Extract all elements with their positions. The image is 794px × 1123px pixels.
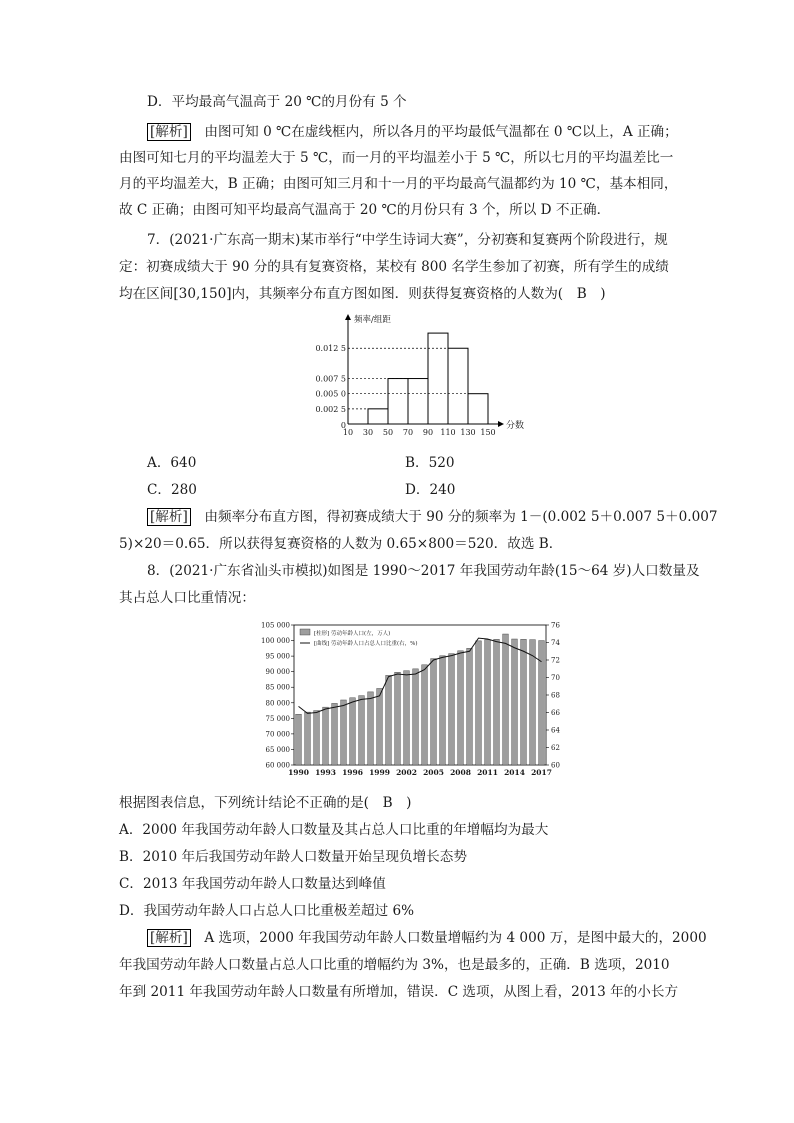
right-tick-label: 64 <box>551 726 560 735</box>
population-bar <box>512 639 518 765</box>
q7-analysis-line-1: [解析] 由频率分布直方图，得初赛成绩大于 90 分的频率为 1－(0.002 5＋0.007 5＋0.007 <box>147 507 718 527</box>
population-bar <box>305 712 311 765</box>
population-bar <box>449 654 455 765</box>
x-tick-label: 1996 <box>342 768 363 777</box>
y-tick-label: 0.012 5 <box>315 344 346 354</box>
q8-stem-line-1: 8．(2021·广东省汕头市模拟)如图是 1990～2017 年我国劳动年龄(15～64 岁)人口数量及 <box>147 563 700 579</box>
q7-option-a: A．640 <box>147 455 197 471</box>
left-tick-label: 100 000 <box>261 637 290 646</box>
population-bar <box>458 651 464 765</box>
x-tick-label: 70 <box>402 428 414 437</box>
x-tick-label: 2008 <box>450 768 471 777</box>
histogram-bar <box>368 409 388 424</box>
left-tick-label: 65 000 <box>265 745 290 754</box>
population-bar <box>422 665 428 765</box>
histogram-bar <box>428 333 448 424</box>
population-bar <box>503 634 509 765</box>
q6-analysis-line-1: [解析] 由图可知 0 ℃在虚线框内，所以各月的平均最低气温都在 0 ℃以上，A 正确； <box>147 122 678 142</box>
left-tick-label: 85 000 <box>265 683 290 692</box>
population-bar <box>386 675 392 765</box>
q7-stem-line-3: 均在区间[30,150]内，其频率分布直方图如图．则获得复赛资格的人数为( B ) <box>119 286 606 302</box>
y-tick-label: 0.005 0 <box>315 389 346 399</box>
right-tick-label: 66 <box>551 709 560 717</box>
x-tick-label: 90 <box>422 428 434 437</box>
q7-stem-line-1: 7．(2021·广东高一期末)某市举行“中学生诗词大赛”，分初赛和复赛两个阶段进行，规 <box>147 232 668 248</box>
right-tick-label: 62 <box>551 744 560 752</box>
right-tick-label: 60 <box>551 761 560 770</box>
y-axis-arrow <box>345 314 351 320</box>
x-tick-label: 2014 <box>504 768 525 777</box>
x-tick-label: 1999 <box>369 768 390 777</box>
analysis-tag: [解析] <box>147 929 191 947</box>
x-tick-label: 30 <box>362 428 374 437</box>
right-tick-label: 68 <box>551 691 560 700</box>
population-bar <box>494 639 500 765</box>
y-axis-label: 频率/组距 <box>354 315 391 325</box>
left-tick-label: 90 000 <box>265 668 290 677</box>
right-tick-label: 74 <box>551 639 560 647</box>
histogram-bar <box>408 379 428 424</box>
frequency-histogram <box>315 312 530 442</box>
x-tick-label: 2017 <box>531 768 552 777</box>
q8-question: 根据图表信息，下列统计结论不正确的是( B ) <box>119 795 412 811</box>
population-bar <box>341 700 347 765</box>
q6-option-d: D．平均最高气温高于 20 ℃的月份有 5 个 <box>147 94 407 110</box>
labor-population-chart <box>250 615 580 785</box>
legend-bar-label: [柱形] 劳动年龄人口(左，万人) <box>314 631 391 637</box>
right-tick-label: 70 <box>551 674 560 682</box>
population-bar <box>359 696 365 765</box>
x-axis-arrow <box>498 421 504 427</box>
population-bar <box>350 698 356 765</box>
y-tick-label: 0.007 5 <box>315 374 346 384</box>
x-tick-label: 2011 <box>477 768 498 777</box>
y-tick-label: 0.002 5 <box>315 404 346 414</box>
left-tick-label: 95 000 <box>265 652 290 661</box>
left-tick-label: 80 000 <box>265 699 290 708</box>
q7-analysis-line-2: 5)×20＝0.65．所以获得复赛资格的人数为 0.65×800＝520．故选 B． <box>119 536 563 552</box>
histogram-bar <box>448 348 468 424</box>
left-tick-label: 70 000 <box>265 730 290 739</box>
population-bar <box>314 711 320 765</box>
population-bar <box>413 669 419 765</box>
legend-line-label: [曲线] 劳动年龄人口占总人口比重(右，%) <box>314 641 418 647</box>
population-bar <box>296 714 302 765</box>
q7-option-d: D．240 <box>405 482 456 498</box>
q8-option-d: D．我国劳动年龄人口占总人口比重极差超过 6% <box>119 903 415 919</box>
x-tick-label: 130 <box>460 428 476 437</box>
q8-analysis-line-2: 年我国劳动年龄人口数量占总人口比重的增幅约为 3%，也是最多的，正确．B 选项，2010 <box>119 957 670 973</box>
analysis-tag: [解析] <box>147 508 191 526</box>
q6-analysis-line-2: 由图可知七月的平均温差大于 5 ℃，而一月的平均温差小于 5 ℃，所以七月的平均温差比一 <box>119 150 674 166</box>
x-tick-label: 1993 <box>315 768 336 777</box>
population-bar <box>332 703 338 765</box>
population-bar <box>485 640 491 765</box>
x-tick-label: 50 <box>382 428 394 437</box>
q8-analysis-line-1: [解析] A 选项，2000 年我国劳动年龄人口数量增幅约为 4 000 万，是图中最大的，2000 <box>147 928 707 948</box>
q6-analysis-line-4: 故 C 正确；由图可知平均最高气温高于 20 ℃的月份只有 3 个，所以 D 不正确． <box>119 202 611 218</box>
population-bar <box>467 648 473 765</box>
population-bar <box>395 672 401 765</box>
q7-option-c: C．280 <box>147 482 197 498</box>
q7-stem-line-2: 定：初赛成绩大于 90 分的具有复赛资格，某校有 800 名学生参加了初赛，所有学生的成绩 <box>119 259 669 275</box>
left-tick-label: 75 000 <box>265 714 290 723</box>
population-bar <box>539 641 545 765</box>
q6-analysis-line-3: 月的平均温差大，B 正确；由图可知三月和十一月的平均最高气温都约为 10 ℃，基本相同， <box>119 176 678 192</box>
x-tick-label: 2002 <box>396 768 417 777</box>
q8-analysis-line-3: 年到 2011 年我国劳动年龄人口数量有所增加，错误．C 选项，从图上看，2013 年的小长方 <box>119 984 679 1000</box>
population-bar <box>521 639 527 765</box>
y-tick-label: 0 <box>340 421 346 430</box>
x-tick-label: 150 <box>480 428 496 437</box>
x-axis-label: 分数 <box>506 421 525 431</box>
population-bar <box>440 656 446 765</box>
x-tick-label: 2005 <box>423 768 444 777</box>
right-tick-label: 72 <box>551 656 560 665</box>
x-tick-label: 110 <box>440 428 456 437</box>
x-tick-label: 10 <box>342 428 354 437</box>
population-bar <box>404 671 410 765</box>
x-tick-label: 1990 <box>288 768 309 777</box>
histogram-bar <box>468 394 488 424</box>
right-tick-label: 76 <box>551 621 560 630</box>
population-bar <box>377 688 383 765</box>
q8-option-b: B．2010 年后我国劳动年龄人口数量开始呈现负增长态势 <box>119 849 467 865</box>
population-bar <box>476 641 482 765</box>
left-tick-label: 105 000 <box>261 621 290 630</box>
population-bar <box>530 640 536 765</box>
q8-option-c: C．2013 年我国劳动年龄人口数量达到峰值 <box>119 876 386 892</box>
population-bar <box>368 692 374 765</box>
left-tick-label: 60 000 <box>265 761 290 770</box>
analysis-tag: [解析] <box>147 123 191 141</box>
histogram-bar <box>388 379 408 424</box>
q8-option-a: A．2000 年我国劳动年龄人口数量及其占总人口比重的年增幅均为最大 <box>119 822 549 838</box>
q7-option-b: B．520 <box>405 455 455 471</box>
legend-bar-swatch <box>300 629 310 635</box>
population-bar <box>323 707 329 765</box>
q8-stem-line-2: 其占总人口比重情况： <box>119 590 255 606</box>
population-bar <box>431 659 437 765</box>
